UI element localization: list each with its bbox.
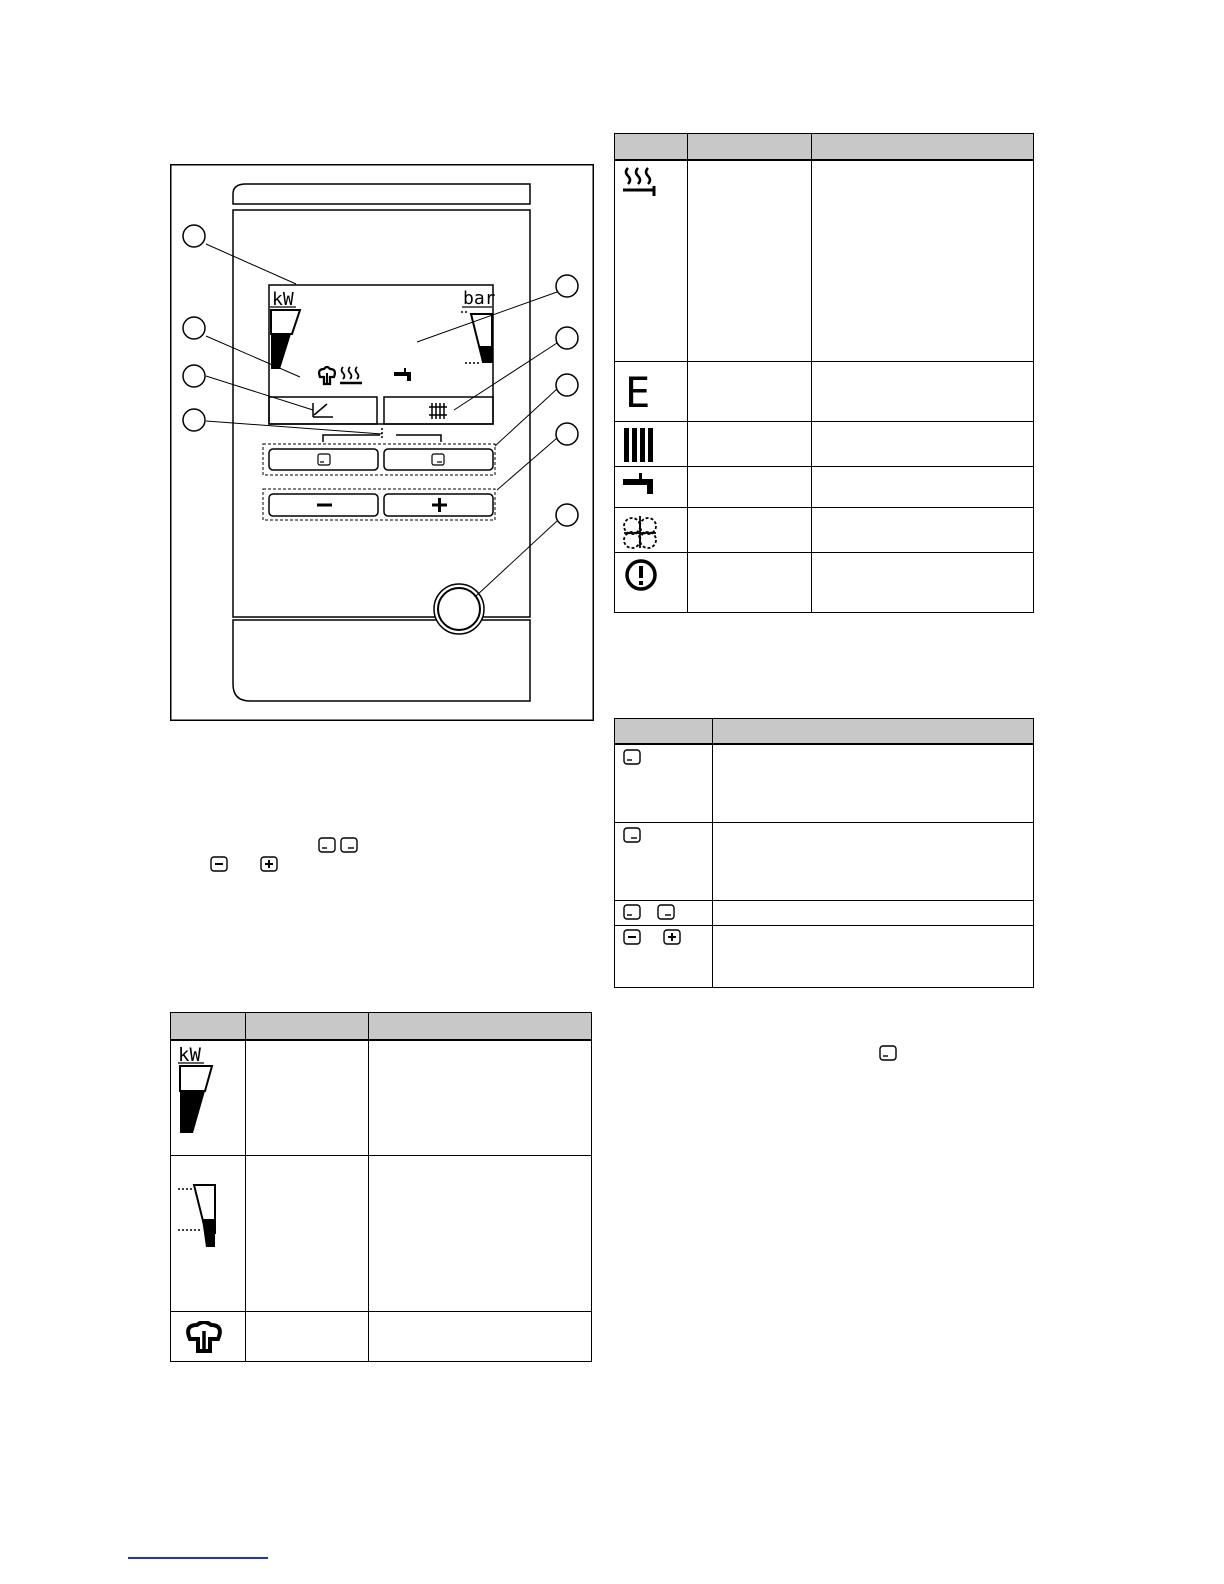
radiator-icon [429,403,447,419]
display-symbols-table-left [170,1012,592,1362]
right-selection-key-icon [432,454,444,465]
heat-demand-icon [340,367,362,383]
hot-water-tap-icon [394,368,411,381]
keys-table [614,718,1034,988]
burner-flame-icon [319,367,335,384]
burner-flame-icon [184,1321,226,1360]
callout-leaders [206,244,557,596]
plus-key-icon [432,498,447,512]
callout-5 [556,275,578,297]
kw-label: kW [272,289,294,310]
svg-text:kW: kW [178,1044,201,1066]
heat-demand-icon [623,166,657,203]
main-round-button[interactable] [434,584,484,634]
svg-text:E: E [625,369,649,413]
housing-main-panel [233,210,530,617]
bar-label: bar [463,288,496,309]
display-symbols-table-right [614,133,1034,613]
callout-7 [556,374,578,396]
minus-plus-keys-pair-icon [623,929,683,950]
right-softkey-label [384,397,493,424]
housing-bottom-cover [233,620,530,701]
radiator-icon [623,427,655,468]
right-selection-key-icon [623,827,641,848]
callout-8 [556,423,578,445]
control-panel-figure [170,164,594,721]
inline-minus-key-icon [210,856,228,877]
inline-selection-keys [318,837,360,858]
pressure-bar-icon [461,312,492,363]
inline-plus-key-icon [260,856,278,877]
left-selection-key-icon [318,454,330,465]
callout-6 [556,327,578,349]
callout-3 [183,365,205,387]
power-bar-icon [271,310,300,369]
power-level-bar-icon [178,1043,218,1140]
footer-link-underline [128,1557,268,1559]
lcd-display [269,285,493,424]
inline-left-selection-key-icon [879,1045,897,1066]
warning-exclamation-icon [624,558,658,597]
callout-1 [183,225,205,247]
left-selection-key-icon [623,749,641,770]
curve-icon [313,403,333,417]
callout-9 [556,504,578,526]
pressure-level-bar-icon [178,1183,218,1254]
right-selection-key[interactable] [384,449,493,470]
hot-water-tap-icon [623,473,657,500]
left-selection-key[interactable] [269,449,378,470]
callout-4 [183,409,205,431]
error-e-icon [625,369,649,418]
selection-keys-pair-icon [623,904,677,925]
housing-top-cap [233,184,530,204]
callout-2 [183,317,205,339]
frost-protection-icon [622,514,658,555]
